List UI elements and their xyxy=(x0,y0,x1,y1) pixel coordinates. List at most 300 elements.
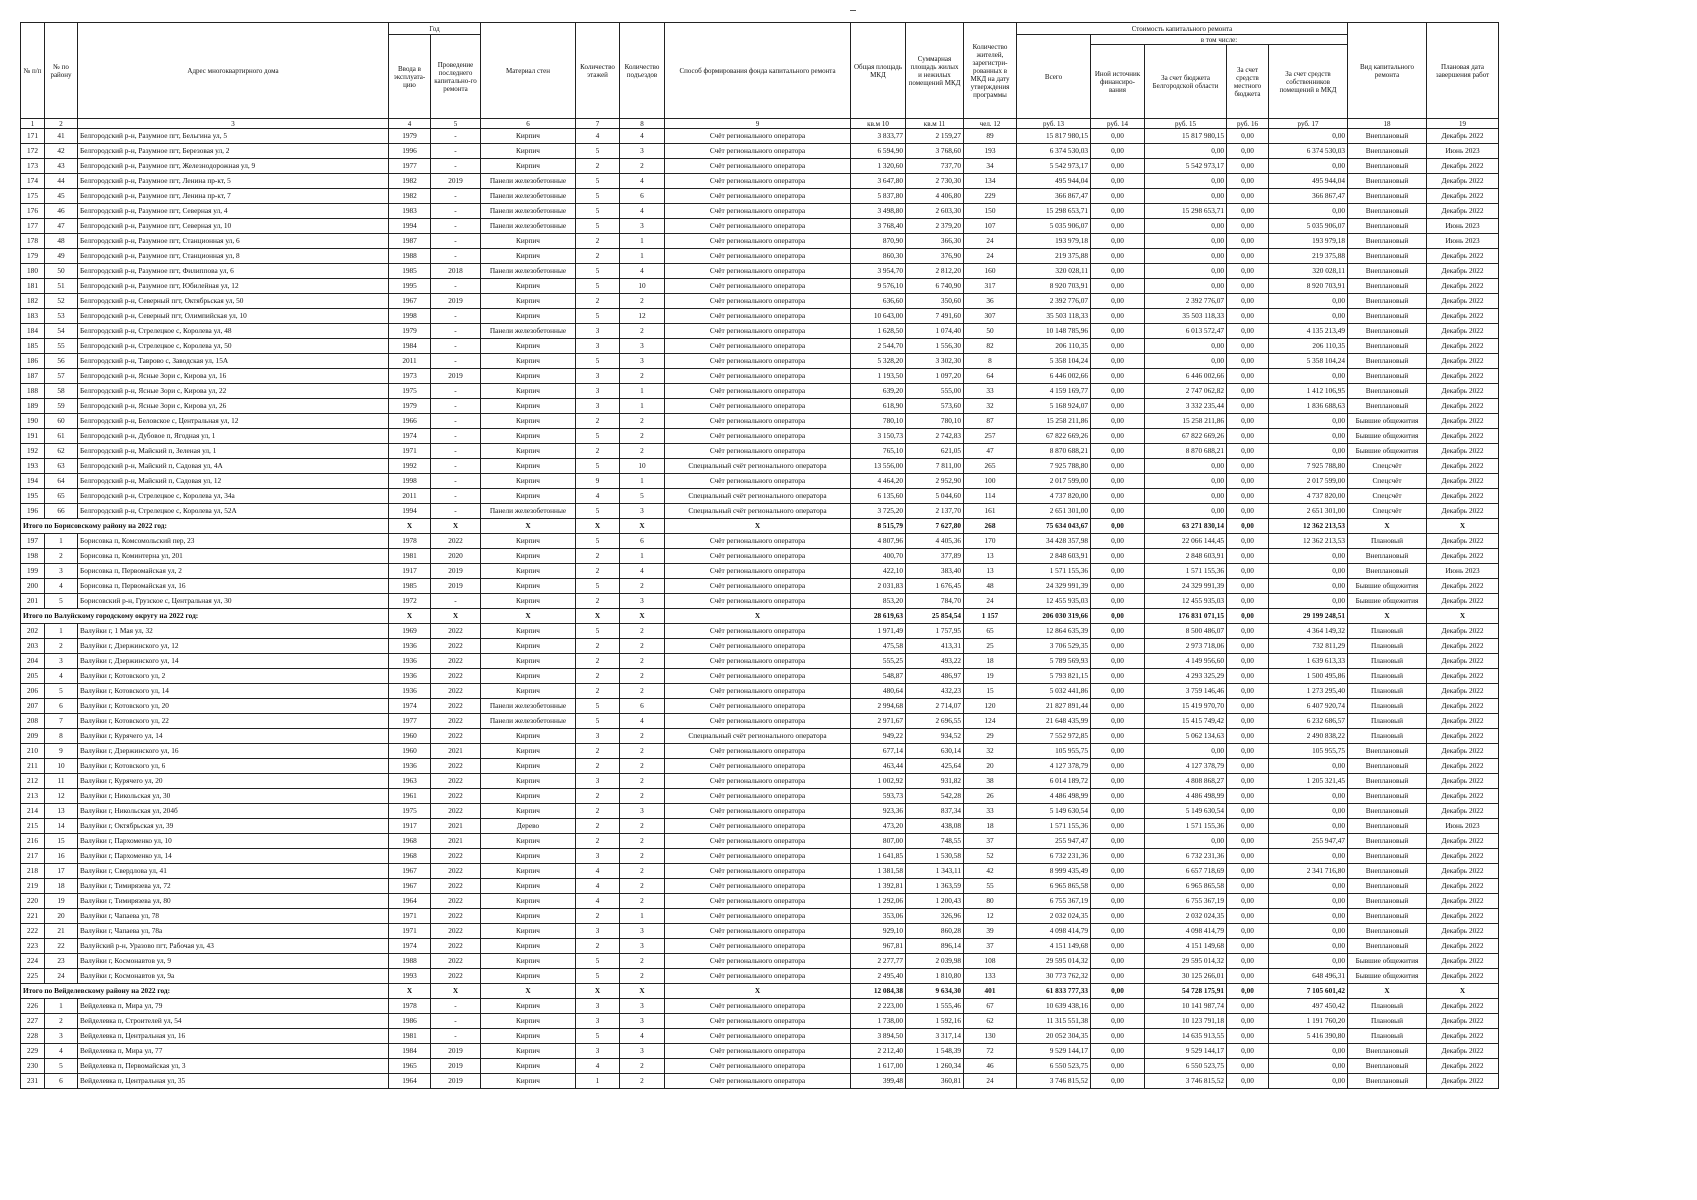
table-cell: Белгородский р-н, Майский п, Садовая ул, 12 xyxy=(78,474,389,489)
table-row xyxy=(21,654,1499,669)
table-cell: 0,00 xyxy=(1227,339,1269,354)
table-cell: 1 530,58 xyxy=(906,849,964,864)
table-cell: 66 xyxy=(45,504,78,519)
table-cell: 0,00 xyxy=(1269,804,1348,819)
total-cell: 0,00 xyxy=(1091,519,1145,534)
table-cell: 3 xyxy=(576,1044,620,1059)
table-cell: 2022 xyxy=(431,969,481,984)
table-cell: Бывшие общежития xyxy=(1348,414,1427,429)
table-cell: 1 273 295,40 xyxy=(1269,684,1348,699)
table-cell: 4 xyxy=(45,669,78,684)
table-cell: 35 503 118,33 xyxy=(1017,309,1091,324)
table-cell: 1973 xyxy=(389,369,431,384)
column-number xyxy=(964,119,1017,129)
total-cell: X xyxy=(576,519,620,534)
table-cell: 3 498,80 xyxy=(851,204,906,219)
table-cell: 3 xyxy=(620,939,665,954)
table-cell: Валуйки г, Чапаева ул, 78а xyxy=(78,924,389,939)
table-cell: 2 495,40 xyxy=(851,969,906,984)
table-cell: Кирпич xyxy=(481,459,576,474)
table-cell: - xyxy=(431,444,481,459)
table-cell: 0,00 xyxy=(1091,714,1145,729)
table-cell: 0,00 xyxy=(1269,309,1348,324)
table-cell: 6 232 686,57 xyxy=(1269,714,1348,729)
table-cell: 3 725,20 xyxy=(851,504,906,519)
table-cell: 30 773 762,32 xyxy=(1017,969,1091,984)
table-cell: Кирпич xyxy=(481,759,576,774)
table-cell: Счёт регионального оператора xyxy=(665,1044,851,1059)
table-cell: 837,34 xyxy=(906,804,964,819)
column-number xyxy=(481,119,576,129)
column-number-text: 12 xyxy=(993,119,1001,128)
table-cell: Счёт регионального оператора xyxy=(665,204,851,219)
table-cell: 12 864 635,39 xyxy=(1017,624,1091,639)
table-row xyxy=(21,699,1499,714)
header-cost-region: За счет бюджета Белгородской области xyxy=(1145,45,1227,119)
column-unit: руб. xyxy=(1043,119,1056,128)
table-cell: Счёт регионального оператора xyxy=(665,759,851,774)
table-cell: 43 xyxy=(45,159,78,174)
table-cell: Панели железобетонные xyxy=(481,189,576,204)
table-cell: 8 870 688,21 xyxy=(1017,444,1091,459)
table-cell: 0,00 xyxy=(1091,354,1145,369)
table-cell: Внеплановый xyxy=(1348,189,1427,204)
table-cell: Счёт регионального оператора xyxy=(665,699,851,714)
table-cell: 265 xyxy=(964,459,1017,474)
table-cell: 37 xyxy=(964,834,1017,849)
table-row xyxy=(21,174,1499,189)
table-cell: 870,90 xyxy=(851,234,906,249)
total-cell: 1 157 xyxy=(964,609,1017,624)
table-cell: Бывшие общежития xyxy=(1348,594,1427,609)
table-row xyxy=(21,159,1499,174)
table-cell: Кирпич xyxy=(481,369,576,384)
table-cell: 2 952,90 xyxy=(906,474,964,489)
column-number-text: 4 xyxy=(407,119,412,128)
column-unit: руб. xyxy=(1297,119,1310,128)
district-total-label: Итого по Вейделевскому району на 2022 год: xyxy=(21,984,389,999)
table-cell: Счёт регионального оператора xyxy=(665,639,851,654)
table-cell: Декабрь 2022 xyxy=(1427,744,1499,759)
table-cell: 931,82 xyxy=(906,774,964,789)
table-cell: 29 xyxy=(964,729,1017,744)
table-cell: Декабрь 2022 xyxy=(1427,1044,1499,1059)
table-row xyxy=(21,819,1499,834)
table-cell: Кирпич xyxy=(481,744,576,759)
table-cell: 0,00 xyxy=(1269,819,1348,834)
table-cell: Плановый xyxy=(1348,999,1427,1014)
table-cell: Декабрь 2022 xyxy=(1427,174,1499,189)
table-cell: 5 xyxy=(576,144,620,159)
table-cell: 0,00 xyxy=(1145,249,1227,264)
table-cell: 967,81 xyxy=(851,939,906,954)
column-unit: чел. xyxy=(979,119,992,128)
table-row xyxy=(21,669,1499,684)
table-cell: 2022 xyxy=(431,624,481,639)
table-cell: 189 xyxy=(21,399,45,414)
table-cell: Плановый xyxy=(1348,699,1427,714)
table-cell: 2019 xyxy=(431,564,481,579)
total-cell: X xyxy=(389,519,431,534)
table-cell: Кирпич xyxy=(481,1059,576,1074)
table-cell: Белгородский р-н, Разумное пгт, Железнодорожная ул, 9 xyxy=(78,159,389,174)
header-plan-date: Плановая дата завершения работ xyxy=(1427,23,1499,119)
table-cell: 0,00 xyxy=(1091,579,1145,594)
table-cell: 5 xyxy=(576,504,620,519)
table-cell: 16 xyxy=(45,849,78,864)
table-cell: Белгородский р-н, Майский п, Зеленая ул, 1 xyxy=(78,444,389,459)
table-cell: Белгородский р-н, Майский п, Садовая ул, 4А xyxy=(78,459,389,474)
header-residents: Количество жителей, зарегистри-рованных в МКД на дату утверждения программы xyxy=(964,23,1017,119)
table-cell: 2 xyxy=(576,234,620,249)
table-cell: 18 xyxy=(964,654,1017,669)
table-row xyxy=(21,189,1499,204)
table-cell: 0,00 xyxy=(1269,549,1348,564)
table-cell: 5 xyxy=(576,534,620,549)
table-cell: 2 xyxy=(576,414,620,429)
table-cell: 219 375,88 xyxy=(1269,249,1348,264)
table-cell: 542,28 xyxy=(906,789,964,804)
table-cell: 44 xyxy=(45,174,78,189)
table-cell: 4 151 149,68 xyxy=(1017,939,1091,954)
table-cell: Белгородский р-н, Разумное пгт, Ленина пр-кт, 7 xyxy=(78,189,389,204)
table-cell: Валуйки г, Космонавтов ул, 9 xyxy=(78,954,389,969)
table-cell: 677,14 xyxy=(851,744,906,759)
table-cell: 2022 xyxy=(431,849,481,864)
table-cell: Счёт регионального оператора xyxy=(665,1074,851,1089)
table-cell: Внеплановый xyxy=(1348,384,1427,399)
table-cell: 42 xyxy=(45,144,78,159)
table-cell: 37 xyxy=(964,939,1017,954)
table-cell: 59 xyxy=(45,399,78,414)
table-cell: 784,70 xyxy=(906,594,964,609)
table-cell: 0,00 xyxy=(1091,309,1145,324)
table-cell: 219 375,88 xyxy=(1017,249,1091,264)
table-cell: Счёт регионального оператора xyxy=(665,129,851,144)
table-cell: Внеплановый xyxy=(1348,354,1427,369)
total-cell: X xyxy=(1348,609,1427,624)
table-cell: 2 544,70 xyxy=(851,339,906,354)
table-cell: 2 xyxy=(576,744,620,759)
table-cell: Счёт регионального оператора xyxy=(665,909,851,924)
table-cell: 0,00 xyxy=(1227,789,1269,804)
table-cell: 2022 xyxy=(431,894,481,909)
header-entrances: Количество подъездов xyxy=(620,23,665,119)
table-cell: 22 066 144,45 xyxy=(1145,534,1227,549)
table-cell: 49 xyxy=(45,249,78,264)
table-cell: 1 xyxy=(45,624,78,639)
table-cell: 0,00 xyxy=(1091,624,1145,639)
table-cell: 2 xyxy=(45,549,78,564)
table-cell: - xyxy=(431,1029,481,1044)
table-cell: 0,00 xyxy=(1269,594,1348,609)
table-cell: 1985 xyxy=(389,579,431,594)
table-cell: 0,00 xyxy=(1091,684,1145,699)
table-cell: 24 xyxy=(45,969,78,984)
table-cell: Специальный счёт регионального оператора xyxy=(665,459,851,474)
table-cell: Декабрь 2022 xyxy=(1427,654,1499,669)
table-cell: 360,81 xyxy=(906,1074,964,1089)
table-cell: 223 xyxy=(21,939,45,954)
table-cell: 3 xyxy=(620,1014,665,1029)
table-row xyxy=(21,894,1499,909)
table-cell: 53 xyxy=(45,309,78,324)
table-cell: 14 635 913,55 xyxy=(1145,1029,1227,1044)
table-cell: 3 647,80 xyxy=(851,174,906,189)
table-cell: 0,00 xyxy=(1091,744,1145,759)
table-row xyxy=(21,549,1499,564)
table-cell: 6 xyxy=(45,1074,78,1089)
table-cell: 3 xyxy=(620,504,665,519)
table-cell: 1936 xyxy=(389,684,431,699)
table-cell: 171 xyxy=(21,129,45,144)
table-cell: 2022 xyxy=(431,924,481,939)
table-cell: 3 894,50 xyxy=(851,1029,906,1044)
table-cell: 0,00 xyxy=(1227,234,1269,249)
table-cell: 6 732 231,36 xyxy=(1017,849,1091,864)
table-cell: Спецсчёт xyxy=(1348,474,1427,489)
table-cell: Плановый xyxy=(1348,729,1427,744)
table-cell: - xyxy=(431,489,481,504)
table-cell: 2022 xyxy=(431,954,481,969)
table-cell: 224 xyxy=(21,954,45,969)
table-cell: 1993 xyxy=(389,969,431,984)
table-cell: Кирпич xyxy=(481,414,576,429)
table-cell: Дерево xyxy=(481,819,576,834)
table-cell: Вейделевка п, Строителей ул, 54 xyxy=(78,1014,389,1029)
table-cell: 0,00 xyxy=(1227,819,1269,834)
table-cell: 2022 xyxy=(431,699,481,714)
table-cell: 48 xyxy=(45,234,78,249)
table-cell: 226 xyxy=(21,999,45,1014)
table-cell: - xyxy=(431,504,481,519)
table-cell: Счёт регионального оператора xyxy=(665,744,851,759)
table-cell: 0,00 xyxy=(1091,234,1145,249)
table-cell: 5 416 390,80 xyxy=(1269,1029,1348,1044)
table-cell: Кирпич xyxy=(481,579,576,594)
table-cell: 1 971,49 xyxy=(851,624,906,639)
table-cell: 12 xyxy=(964,909,1017,924)
table-cell: Бывшие общежития xyxy=(1348,444,1427,459)
table-cell: Внеплановый xyxy=(1348,339,1427,354)
table-cell: 0,00 xyxy=(1227,384,1269,399)
table-cell: 217 xyxy=(21,849,45,864)
total-cell: 25 854,54 xyxy=(906,609,964,624)
table-cell: Счёт регионального оператора xyxy=(665,669,851,684)
table-cell: 8 999 435,49 xyxy=(1017,864,1091,879)
table-cell: 5 149 630,54 xyxy=(1017,804,1091,819)
table-cell: 2 xyxy=(576,804,620,819)
table-cell: 179 xyxy=(21,249,45,264)
table-cell: Белгородский р-н, Разумное пгт, Бельгина ул, 5 xyxy=(78,129,389,144)
table-cell: 0,00 xyxy=(1091,924,1145,939)
table-cell: 215 xyxy=(21,819,45,834)
table-cell: Белгородский р-н, Таврово с, Заводская ул, 15А xyxy=(78,354,389,369)
header-incl: в том числе: xyxy=(1091,35,1348,45)
table-cell: 0,00 xyxy=(1227,729,1269,744)
table-cell: 15 415 749,42 xyxy=(1145,714,1227,729)
table-cell: 61 xyxy=(45,429,78,444)
table-cell: 2 xyxy=(576,684,620,699)
table-cell: - xyxy=(431,339,481,354)
table-cell: 1974 xyxy=(389,429,431,444)
table-cell: 1971 xyxy=(389,909,431,924)
table-cell: 4 xyxy=(576,864,620,879)
table-cell: 5 149 630,54 xyxy=(1145,804,1227,819)
table-cell: Внеплановый xyxy=(1348,324,1427,339)
table-cell: 0,00 xyxy=(1269,1059,1348,1074)
table-cell: 5 xyxy=(576,204,620,219)
table-cell: Счёт регионального оператора xyxy=(665,834,851,849)
table-cell: 57 xyxy=(45,369,78,384)
table-cell: 2 223,00 xyxy=(851,999,906,1014)
table-cell: Внеплановый xyxy=(1348,264,1427,279)
total-cell: X xyxy=(481,609,576,624)
table-cell: Декабрь 2022 xyxy=(1427,594,1499,609)
table-cell: Панели железобетонные xyxy=(481,174,576,189)
table-cell: Счёт регионального оператора xyxy=(665,249,851,264)
table-row xyxy=(21,744,1499,759)
table-cell: Валуйки г, Курячего ул, 20 xyxy=(78,774,389,789)
table-cell: 255 947,47 xyxy=(1017,834,1091,849)
table-cell: Декабрь 2022 xyxy=(1427,1029,1499,1044)
table-cell: 0,00 xyxy=(1145,474,1227,489)
table-cell: 8 920 703,91 xyxy=(1269,279,1348,294)
table-cell: 1917 xyxy=(389,564,431,579)
table-cell: 9 529 144,17 xyxy=(1017,1044,1091,1059)
table-cell: 0,00 xyxy=(1145,354,1227,369)
table-cell: Счёт регионального оператора xyxy=(665,579,851,594)
table-cell: Счёт регионального оператора xyxy=(665,549,851,564)
table-cell: Плановый xyxy=(1348,654,1427,669)
table-cell: Кирпич xyxy=(481,144,576,159)
column-number xyxy=(1227,119,1269,129)
table-cell: 2020 xyxy=(431,549,481,564)
table-cell: 150 xyxy=(964,204,1017,219)
table-cell: 475,58 xyxy=(851,639,906,654)
table-cell: 0,00 xyxy=(1227,444,1269,459)
table-cell: 221 xyxy=(21,909,45,924)
table-cell: 1 xyxy=(620,234,665,249)
table-cell: 1972 xyxy=(389,594,431,609)
table-cell: Внеплановый xyxy=(1348,219,1427,234)
table-cell: 2 603,30 xyxy=(906,204,964,219)
table-cell: 4 808 868,27 xyxy=(1145,774,1227,789)
table-row xyxy=(21,534,1499,549)
table-cell: 2022 xyxy=(431,864,481,879)
table-cell: 4 xyxy=(576,1059,620,1074)
table-cell: Борисовка п, Коминтерна ул, 201 xyxy=(78,549,389,564)
table-cell: 1969 xyxy=(389,624,431,639)
table-cell: 2 039,98 xyxy=(906,954,964,969)
table-cell: 2 xyxy=(620,789,665,804)
table-cell: 0,00 xyxy=(1091,474,1145,489)
table-cell: 194 xyxy=(21,474,45,489)
table-cell: 0,00 xyxy=(1091,144,1145,159)
table-cell: 6 755 367,19 xyxy=(1145,894,1227,909)
table-cell: 60 xyxy=(45,414,78,429)
table-cell: 0,00 xyxy=(1227,474,1269,489)
table-cell: 573,60 xyxy=(906,399,964,414)
table-cell: 5 xyxy=(576,174,620,189)
table-cell: 6 xyxy=(620,699,665,714)
table-cell: 5 xyxy=(576,624,620,639)
table-cell: 0,00 xyxy=(1091,789,1145,804)
table-cell: 2 137,70 xyxy=(906,504,964,519)
table-cell: 42 xyxy=(964,864,1017,879)
table-cell: 0,00 xyxy=(1091,174,1145,189)
table-cell: 1 200,43 xyxy=(906,894,964,909)
table-header xyxy=(21,23,1499,129)
table-cell: 39 xyxy=(964,924,1017,939)
table-cell: 65 xyxy=(45,489,78,504)
table-cell: 0,00 xyxy=(1091,1014,1145,1029)
table-cell: 1994 xyxy=(389,504,431,519)
table-cell: 3 317,14 xyxy=(906,1029,964,1044)
table-cell: 46 xyxy=(964,1059,1017,1074)
table-cell: 67 822 669,26 xyxy=(1017,429,1091,444)
table-cell: 1974 xyxy=(389,939,431,954)
table-cell: - xyxy=(431,129,481,144)
table-cell: Валуйки г, Дзержинского ул, 14 xyxy=(78,654,389,669)
table-cell: 0,00 xyxy=(1227,684,1269,699)
table-cell: - xyxy=(431,249,481,264)
table-cell: Кирпич xyxy=(481,804,576,819)
table-cell: 114 xyxy=(964,489,1017,504)
table-cell: 2022 xyxy=(431,939,481,954)
table-cell: 463,44 xyxy=(851,759,906,774)
table-cell: Кирпич xyxy=(481,684,576,699)
table-cell: 555,25 xyxy=(851,654,906,669)
table-cell: 3 xyxy=(620,594,665,609)
table-cell: Декабрь 2022 xyxy=(1427,969,1499,984)
table-cell: 5 xyxy=(45,594,78,609)
table-cell: 3 xyxy=(620,1044,665,1059)
table-cell: 0,00 xyxy=(1227,594,1269,609)
table-cell: 1 556,30 xyxy=(906,339,964,354)
table-cell: 5 xyxy=(576,264,620,279)
table-cell: 3 xyxy=(576,1014,620,1029)
table-cell: 62 xyxy=(964,1014,1017,1029)
table-cell: 216 xyxy=(21,834,45,849)
table-cell: 6 965 865,58 xyxy=(1017,879,1091,894)
table-cell: Белгородский р-н, Ясные Зори с, Кирова ул, 22 xyxy=(78,384,389,399)
district-total-label: Итого по Валуйскому городскому округу на 2022 год: xyxy=(21,609,389,624)
table-cell: 1963 xyxy=(389,774,431,789)
table-cell: Декабрь 2022 xyxy=(1427,759,1499,774)
table-cell: Кирпич xyxy=(481,909,576,924)
table-cell: Валуйки г, Тимирязева ул, 72 xyxy=(78,879,389,894)
table-cell: 4 xyxy=(620,204,665,219)
table-cell: 320 028,11 xyxy=(1017,264,1091,279)
table-row xyxy=(21,879,1499,894)
capital-repair-table xyxy=(20,22,1499,1089)
table-cell: 180 xyxy=(21,264,45,279)
total-cell: 0,00 xyxy=(1227,609,1269,624)
table-cell: 0,00 xyxy=(1227,969,1269,984)
table-cell: 193 xyxy=(964,144,1017,159)
table-cell: 2 xyxy=(620,639,665,654)
header-wall-material: Материал стен xyxy=(481,23,576,119)
table-cell: Кирпич xyxy=(481,654,576,669)
table-cell: 133 xyxy=(964,969,1017,984)
table-cell: 0,00 xyxy=(1269,414,1348,429)
table-cell: 4 159 169,77 xyxy=(1017,384,1091,399)
table-cell: 33 xyxy=(964,804,1017,819)
table-cell: 4 486 498,99 xyxy=(1017,789,1091,804)
table-cell: 222 xyxy=(21,924,45,939)
table-cell: 5 xyxy=(45,1059,78,1074)
